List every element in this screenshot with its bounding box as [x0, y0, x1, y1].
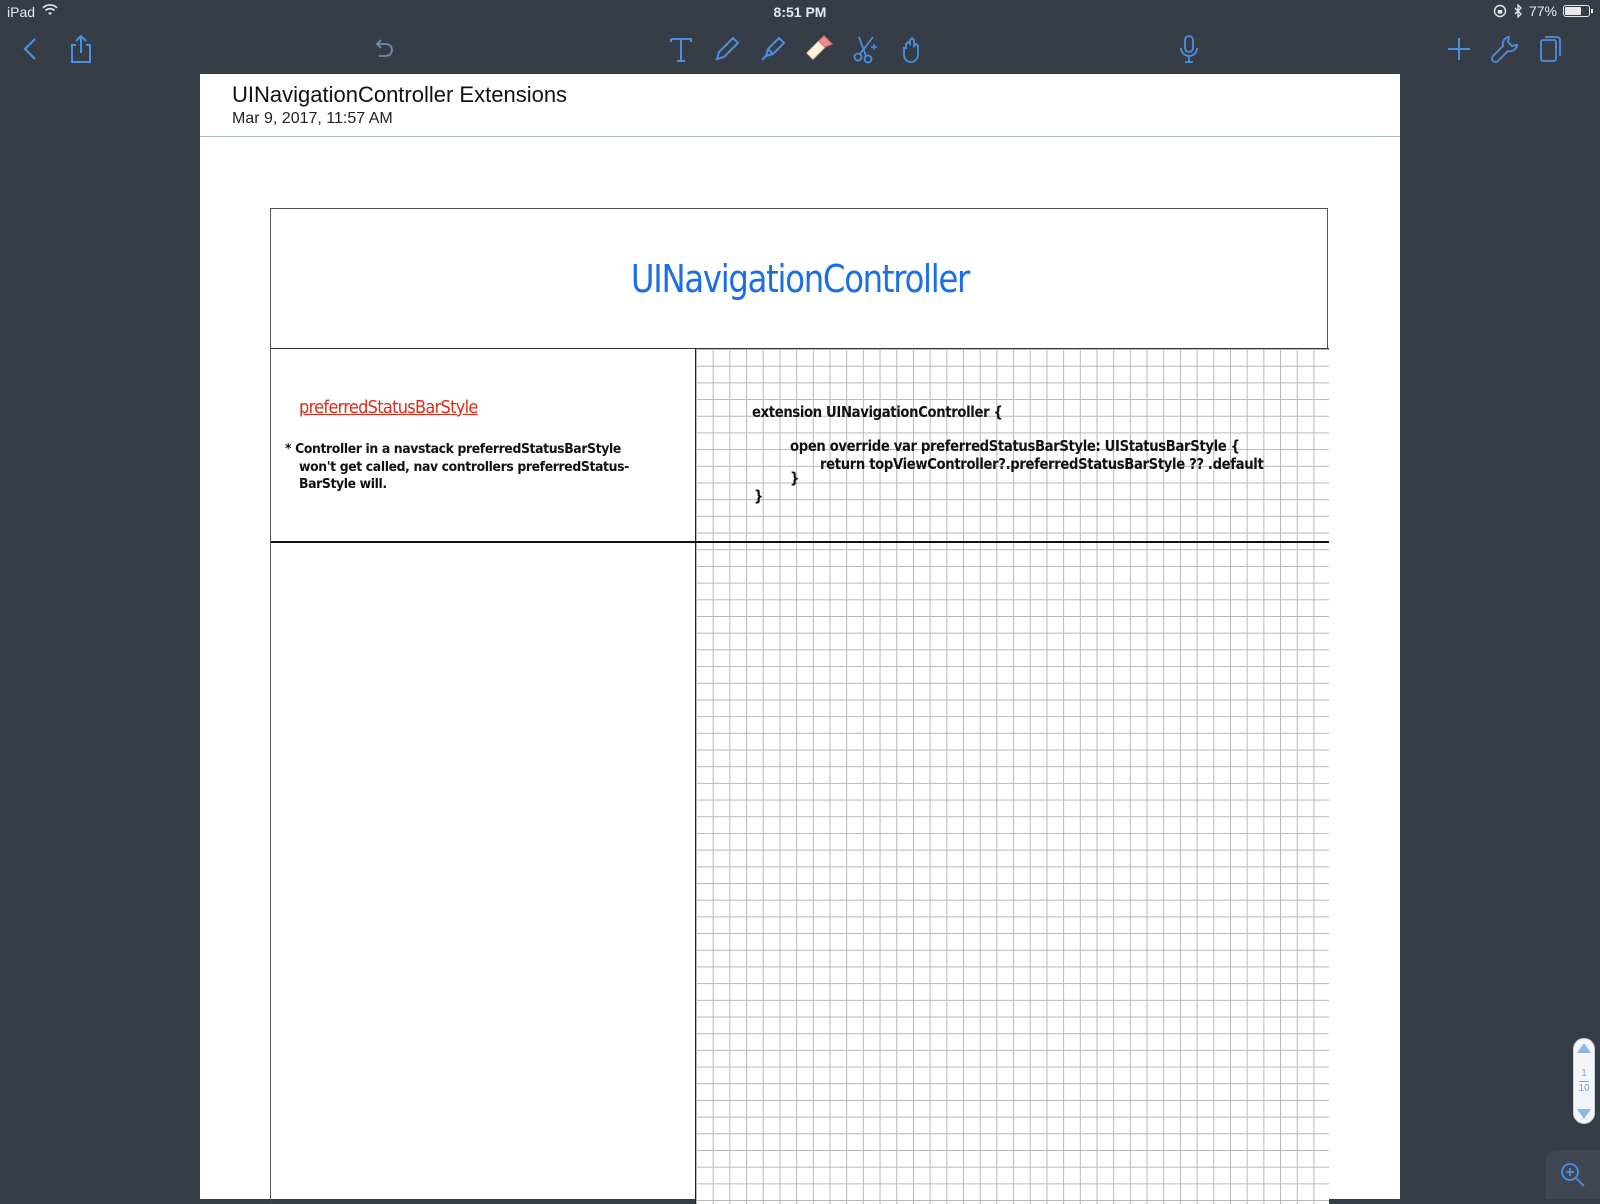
microphone-icon[interactable] [1170, 30, 1208, 68]
row-divider [271, 541, 1329, 543]
handwritten-note-line: won't get called, nav controllers preferredStatus- [299, 459, 629, 475]
current-page: 1 [1581, 1067, 1587, 1079]
status-time: 8:51 PM [773, 4, 827, 20]
undo-icon[interactable] [364, 30, 402, 68]
bluetooth-icon [1513, 4, 1523, 18]
left-notes-cell [271, 349, 695, 541]
handwritten-note-line: * Controller in a navstack preferredStatusBarStyle [285, 441, 621, 457]
handwritten-note-line: BarStyle will. [299, 476, 387, 492]
template-title-cell [271, 209, 1329, 349]
pages-icon[interactable] [1530, 30, 1568, 68]
note-page[interactable] [200, 74, 1400, 1199]
page-divider [1579, 1081, 1589, 1082]
eraser-tool-icon[interactable] [800, 30, 838, 68]
page-up-icon[interactable] [1577, 1043, 1591, 1053]
document-title[interactable]: UINavigationController Extensions [232, 82, 568, 107]
handwritten-topic-heading: preferredStatusBarStyle [299, 397, 478, 418]
hand-tool-icon[interactable] [892, 30, 930, 68]
graph-paper-area [695, 349, 1329, 1204]
device-name: iPad [7, 4, 36, 20]
toolbar [0, 24, 1600, 74]
zoom-icon[interactable] [1546, 1150, 1600, 1199]
page-down-icon[interactable] [1577, 1109, 1591, 1119]
lasso-tool-icon[interactable] [846, 30, 884, 68]
handwritten-code-line: } [790, 469, 800, 487]
document-date: Mar 9, 2017, 11:57 AM [232, 110, 393, 127]
page-header [200, 74, 1400, 137]
wrench-icon[interactable] [1486, 30, 1524, 68]
page-scrubber[interactable] [1573, 1038, 1595, 1124]
handwritten-code-line: } [754, 487, 764, 505]
status-right [1493, 3, 1590, 19]
orientation-lock-icon [1493, 4, 1507, 18]
handwritten-code-line: return topViewController?.preferredStatusBarStyle ?? .default [820, 455, 1264, 473]
handwritten-code-line: open override var preferredStatusBarStyle: UIStatusBarStyle { [790, 437, 1240, 455]
cornell-template [270, 208, 1328, 1203]
battery-icon [1563, 5, 1590, 17]
highlighter-tool-icon[interactable] [754, 30, 792, 68]
total-pages: 10 [1578, 1082, 1590, 1094]
handwritten-code-line: extension UINavigationController { [752, 403, 1003, 421]
share-icon[interactable] [62, 30, 100, 68]
add-icon[interactable] [1440, 30, 1478, 68]
handwritten-heading: UINavigationController [630, 256, 970, 301]
pen-tool-icon[interactable] [708, 30, 746, 68]
page-indicator [1578, 1068, 1589, 1095]
battery-percent: 77% [1528, 3, 1557, 19]
status-bar [0, 0, 1600, 24]
back-icon[interactable] [12, 30, 50, 68]
text-tool-icon[interactable] [662, 30, 700, 68]
